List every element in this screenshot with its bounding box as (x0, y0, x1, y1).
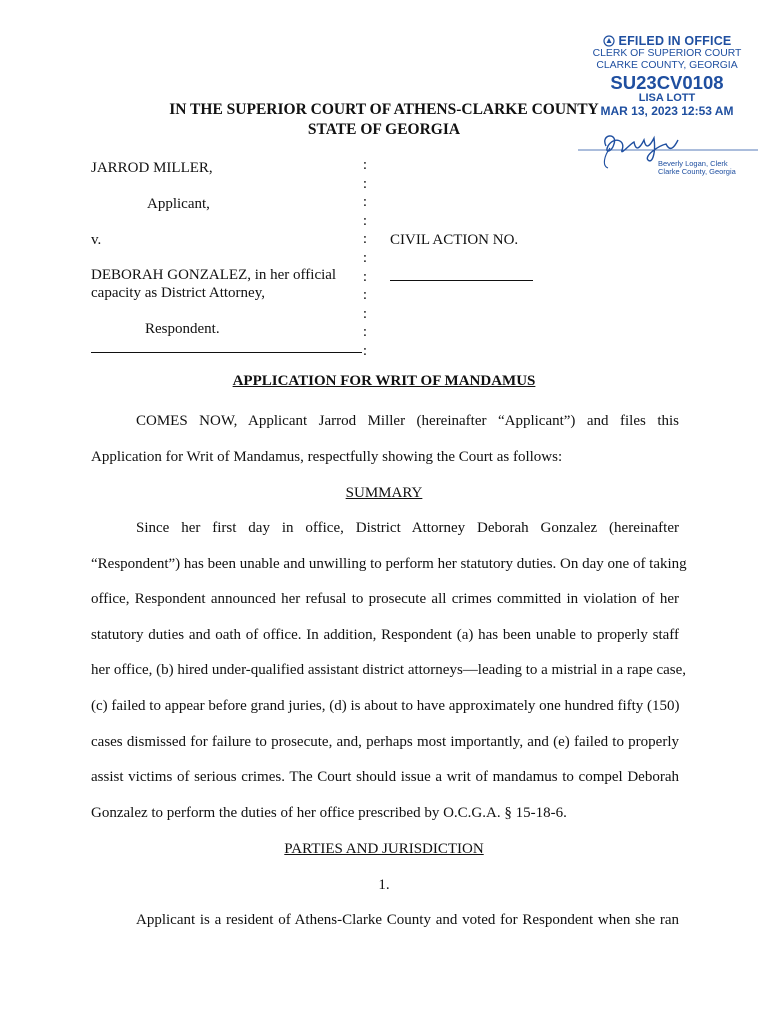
stamp-signer: Beverly Logan, Clerk Clarke County, Georgia (658, 159, 736, 176)
respondent-capacity: capacity as District Attorney, (91, 285, 265, 301)
court-name: IN THE SUPERIOR COURT OF ATHENS-CLARKE COUNTY (169, 101, 599, 118)
caption-colon-column: : : : : : : : : : : : (362, 157, 368, 359)
court-seal-icon (603, 35, 615, 47)
summary-line-4: statutory duties and oath of office. In addition, Respondent (a) has been unable to properly staff (91, 627, 679, 643)
summary-line-2: “Respondent”) has been unable and unwilling to perform her statutory duties. On day one of taking (91, 556, 687, 572)
paragraph-1-line-1: Applicant is a resident of Athens-Clarke County and voted for Respondent when she ran (136, 912, 679, 928)
intro-line-2: Application for Writ of Mandamus, respectfully showing the Court as follows: (91, 449, 563, 465)
summary-line-9: Gonzalez to perform the duties of her office prescribed by O.C.G.A. § 15-18-6. (91, 805, 567, 821)
civil-action-label: CIVIL ACTION NO. (390, 232, 519, 248)
stamp-efiled-label: EFILED IN OFFICE (618, 34, 732, 48)
paragraph-number: 1. (378, 877, 390, 893)
caption-underline (91, 352, 362, 353)
summary-line-6: (c) failed to appear before grand juries, (d) is about to have approximately one hundred fifty (150) (91, 698, 680, 714)
summary-line-7: cases dismissed for failure to prosecute, and, perhaps most importantly, and (e) failed to properly (91, 734, 679, 750)
summary-line-3: office, Respondent announced her refusal to prosecute all crimes committed in violation of her (91, 591, 679, 607)
stamp-clerk-office: CLERK OF SUPERIOR COURT (592, 48, 742, 59)
parties-heading: PARTIES AND JURISDICTION (284, 841, 484, 857)
applicant-role: Applicant, (147, 196, 210, 212)
versus: v. (91, 232, 102, 248)
summary-heading: SUMMARY (345, 485, 423, 501)
respondent-name: DEBORAH GONZALEZ, in her official (91, 267, 337, 283)
document-title: APPLICATION FOR WRIT OF MANDAMUS (232, 373, 536, 389)
respondent-role: Respondent. (145, 321, 220, 337)
filing-datetime: MAR 13, 2023 12:53 AM (600, 104, 734, 118)
stamp-county: CLARKE COUNTY, GEORGIA (596, 60, 738, 71)
civil-action-blank (390, 280, 533, 281)
intro-line-1: COMES NOW, Applicant Jarrod Miller (hereinafter “Applicant”) and files this (136, 413, 679, 429)
summary-line-5: her office, (b) hired under-qualified assistant district attorneys—leading to a mistrial in a rape case, (91, 662, 687, 678)
applicant-name: JARROD MILLER, (91, 160, 213, 176)
court-state: STATE OF GEORGIA (307, 121, 461, 138)
summary-line-1: Since her first day in office, District Attorney Deborah Gonzalez (hereinafter (136, 520, 679, 536)
summary-line-8: assist victims of serious crimes. The Court should issue a writ of mandamus to compel Deborah (91, 769, 679, 785)
case-number: SU23CV0108 (610, 72, 724, 93)
stamp-clerk-name: LISA LOTT (638, 92, 696, 104)
